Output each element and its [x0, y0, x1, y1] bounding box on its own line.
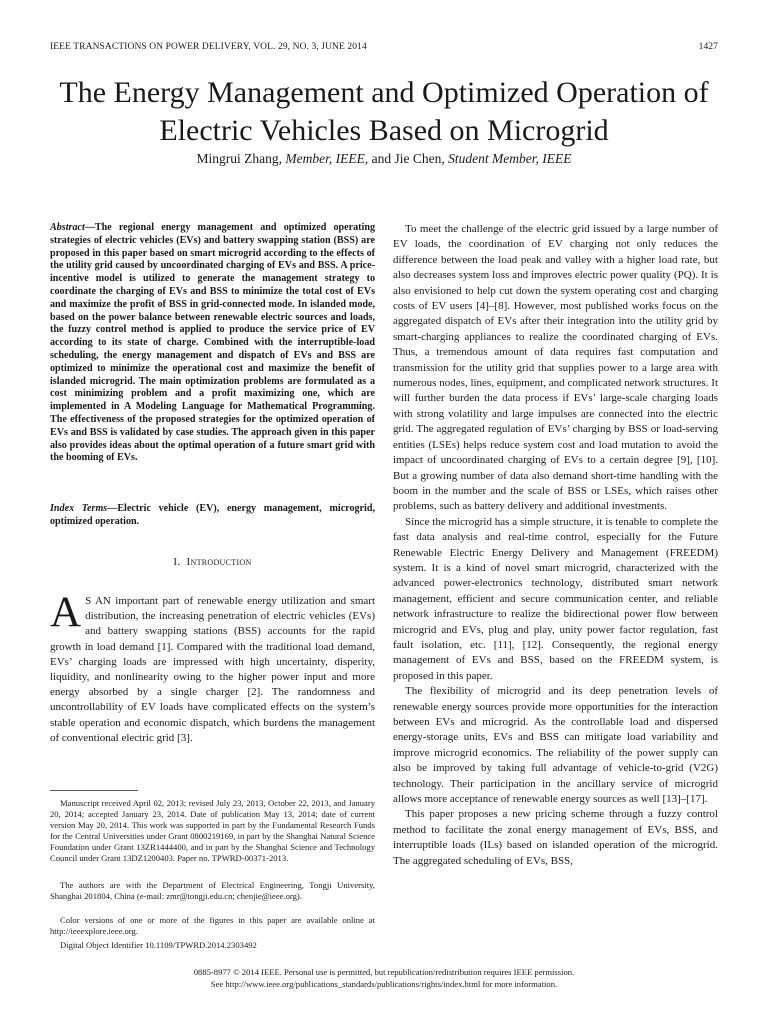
footnote-doi: Digital Object Identifier 10.1109/TPWRD.2014.2303492	[60, 940, 257, 950]
copyright-notice	[30, 966, 738, 990]
body-paragraph: This paper proposes a new pricing scheme through a fuzzy control method to facilitate the zonal energy management of EVs, BSS, and interruptible loads (ILs) based on islanded operation of the microgrid. The aggregated scheduling of EVs, BSS,	[393, 808, 718, 867]
section-number: I.	[173, 556, 181, 568]
footnote-affiliation: The authors are with the Department of Electrical Engineering, Tongji University, Shanghai 201804, China (e-mail: zmr@tongji.edu.cn; chenjie@ieee.org).	[50, 880, 375, 901]
index-terms-text: —Electric vehicle (EV), energy management, microgrid, optimized operation.	[50, 503, 375, 527]
journal-citation: IEEE TRANSACTIONS ON POWER DELIVERY, VOL. 29, NO. 3, JUNE 2014	[50, 42, 367, 52]
author-conjunction: and	[371, 151, 392, 166]
intro-paragraph	[50, 589, 375, 746]
right-column	[393, 222, 718, 869]
footnote-color-versions: Color versions of one or more of the figures in this paper are available online at http://ieeexplore.ieee.org.	[50, 915, 375, 936]
footnote-manuscript: Manuscript received April 02, 2013; revised July 23, 2013, October 22, 2013, and January 20, 2014; accepted January 23, 2014. Date of publication May 13, 2014; date of current version May 20, 2014. This work was supported in part by the Fundamental Research Funds for the Central Universities under Grant 0800219169, in part by the Shanghai Natural Science Foundation under Grant 13ZR1444400, and in part by the Shanghai Science and Technology Council under Grant 13DZ1200403. Paper no. TPWRD-00371-2013.	[50, 798, 375, 863]
body-paragraph: The flexibility of microgrid and its deep penetration levels of renewable energy sources provide more opportunities for the interaction between EVs and microgrid. As the controllable load and dispersed energy-storage units, EVs and BSS can mitigate load variability and improve microgrid economics. The reliability of the power supply can also be improved by taking full advantage of vehicle-to-grid (V2G) technology. Their participation in the ancillary service of microgrid allows more acceptance of renewable energy sources as well [13]–[17].	[393, 685, 718, 806]
paper-title: The Energy Management and Optimized Operation of Electric Vehicles Based on Microgrid	[59, 76, 709, 147]
footnote-divider	[50, 790, 138, 791]
author-2-name: Jie Chen,	[394, 151, 445, 166]
author-2-role: Student Member, IEEE	[448, 151, 572, 166]
author-1-name: Mingrui Zhang,	[196, 151, 283, 166]
drop-cap: A	[50, 589, 82, 636]
abstract-label: Abstract	[50, 222, 85, 233]
intro-text: S AN important part of renewable energy utilization and smart distribution, the increasing penetration of electric vehicles (EVs) and battery swapping stations (BSS) accounts for the rapid growth in load demand [1]. Compared with the traditional load demand, EVs’ charging loads are impressed with high uncertainty, disperity, liquidity, and nonlinearity owing to the higher power input and more energy absorbed by a single charger [2]. The randomness and uncontrollability of EV loads have complicated effects on the system’s stable operation and economic dispatch, which burdens the management of conventional electric grid [3].	[50, 595, 375, 744]
index-terms	[50, 503, 375, 529]
rights-link-line: See http://www.ieee.org/publications_standards/publications/rights/index.html for more information.	[210, 979, 558, 989]
section-title: Introduction	[186, 556, 252, 568]
copyright-line: 0885-8977 © 2014 IEEE. Personal use is permitted, but republication/redistribution requires IEEE permission.	[193, 967, 575, 977]
author-1-role: Member, IEEE,	[285, 151, 369, 166]
author-line	[30, 150, 738, 168]
index-terms-label: Index Terms	[50, 503, 108, 514]
abstract	[50, 222, 375, 465]
page-number: 1427	[698, 42, 718, 52]
section-heading	[50, 556, 375, 568]
running-header	[50, 42, 718, 56]
body-paragraph: To meet the challenge of the electric grid issued by a large number of EV loads, the coordination of EV charging not only reduces the difference between the load peak and valley with a higher load rate, but also decreases system loss and improves electric power quality (PQ). It is also envisioned to help cut down the system operating cost and charging costs of EV users [4]–[8]. However, most published works focus on the aggregated dispatch of EVs after their integration into the utility grid by smart-charging appliances to realize the coordinated charging of EVs. Thus, a tremendous amount of data requires fast computation and transmission for the utility grid that supplies power to a large area with numerous nodes, lines, equipment, and complicated network structures. It will further burden the data process if EVs’ large-scale charging loads with strong volatility and large impulses are connected into the electric grid. The aggregated regulation of EVs’ charging by BSS or load-serving entities (LSEs) helps reduce system cost and load mutation to avoid the impact of uncoordinated charging of EVs to a certain degree [9], [10]. But a growing number of data also demand short-time handling with the boom in the number and the scale of BSS or LSEs, which raises other problems, such as battery delivery and additional investments.	[393, 223, 718, 513]
abstract-text: —The regional energy management and optimized operating strategies of electric vehicles (EVs) and battery swapping station (BSS) are proposed in this paper based on smart microgrid according to the effects of the utility grid caused by uncoordinated charging of EVs and BSS. A price-incentive model is utilized to generate the management strategy to coordinate the charging of EVs and BSS to minimize the total cost of EVs and maximize the profit of BSS in grid-connected mode. In islanded mode, based on the power balance between renewable electric sources and loads, the fuzzy control method is applied to produce the service price of EV according to its state of charge. Combined with the interruptible-load scheduling, the energy management and dispatch of EVs and BSS are optimized to minimize the operational cost and maximize the benefit of islanded microgrid. The main optimization problems are formulated as a cost minimizing problem and a profit maximizing one, which are implemented in A Modeling Language for Mathematical Programming. The effectiveness of the proposed strategies for the optimized operation of EVs and BSS is validated by case studies. The approach given in this paper also provides ideas about the optimal operation of a future smart grid with the booming of EVs.	[50, 222, 375, 464]
body-paragraph: Since the microgrid has a simple structure, it is tenable to complete the fast data analysis and real-time control, especially for the Future Renewable Electric Energy Delivery and Management (FREEDM) system. It is a kind of novel smart microgrid, characterized with the advanced power-electronics technology, distributed smart network management, efficient and secure communication center, and reliable network infrastructure to realize the bidirectional power flow between microgrid and EVs, plug and play, unity power factor regulation, fast fault isolation, etc. [11], [12]. Consequently, the regional energy management of EVs and BSS, based on the FREEDM system, is proposed in this paper.	[393, 515, 718, 682]
